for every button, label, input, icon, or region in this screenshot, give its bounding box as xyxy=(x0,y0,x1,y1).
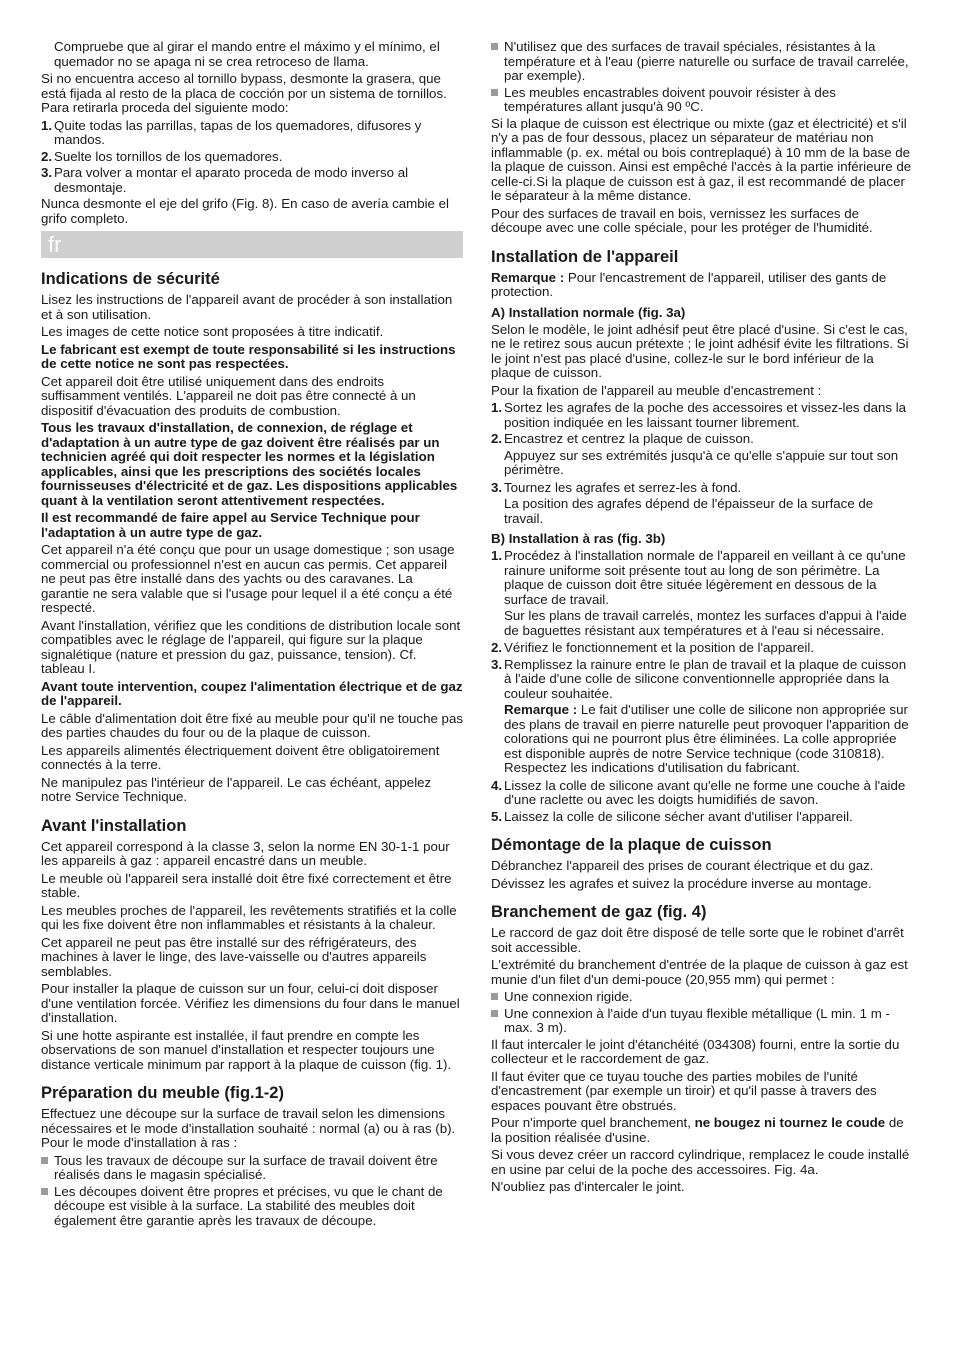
text-run: de la position réalisée d'usine. xyxy=(491,1115,904,1145)
safety-bold-paragraph: Le fabricant est exempt de toute responsabilité si les instructions de cette notice ne sont pas respectées. xyxy=(41,341,456,371)
normal-step-2 xyxy=(491,432,913,447)
appliance-install-heading: Installation de l'appareil xyxy=(491,247,679,266)
safety-bold-paragraph: Tous les travaux d'installation, de connexion, de réglage et d'adaptation à un autre type de gaz doivent être réalisés par un technicien agréé qui doit respecter les normes et la législation applicables, ainsi que les prescriptions des sociétés locales fournisseuses d'électricité et de gaz. Les dispositions applicables quant à la ventilation seront attentivement respectées. xyxy=(41,420,458,508)
step-text: Sortez les agrafes de la poche des accessoires et vissez-les dans la position indiquée en les laissant tourner librement. xyxy=(504,400,907,430)
es-step-3 xyxy=(41,166,463,195)
step-number: 1. xyxy=(41,117,53,133)
step-detail: Appuyez sur ses extrémités jusqu'à ce qu'elle s'appuie sur tout son périmètre. xyxy=(504,447,899,477)
flush-step-3 xyxy=(491,658,913,702)
gas-paragraph: Il faut éviter que ce tuyau touche des parties mobiles de l'unité d'encastrement (par exemple un tiroir) et qu'il passe à travers des espaces pouvant être obstrués. xyxy=(491,1068,877,1113)
step-text: Laissez la colle de silicone sécher avant d'utiliser l'appareil. xyxy=(504,808,853,824)
worktop-bullet xyxy=(491,86,913,115)
before-paragraph: Le meuble où l'appareil sera installé doit être fixé correctement et être stable. xyxy=(41,870,452,900)
prep-bullet xyxy=(41,1154,463,1183)
removal-paragraph: Débranchez l'appareil des prises de courant électrique et du gaz. xyxy=(491,858,874,873)
normal-step-3 xyxy=(491,481,913,496)
note-text: Le fait d'utiliser une colle de silicone non appropriée sur des plans de travail en pierre naturelle peut provoquer l'apparition de colorations qui ne pourront plus être éliminées. La colle appropriée est disponible auprès de notre Service technique (code 310818). Respectez les indications d'utilisation du fabricant. xyxy=(504,702,909,775)
step-text: Procédez à l'installation normale de l'appareil en veillant à ce qu'une rainure uniforme soit présente tout au long de son périmètre. La plaque de cuisson doit être située légèrement en dessous de la surface de travail. xyxy=(504,548,906,607)
before-paragraph: Si une hotte aspirante est installée, il faut prendre en compte les observations de son manuel d'installation et respecter toujours une distance verticale minimum par rapport à la plaque de cuisson (fig. 1). xyxy=(41,1027,452,1072)
safety-paragraph: Les images de cette notice sont proposées à titre indicatif. xyxy=(41,324,384,339)
bullet-text: Tous les travaux de découpe sur la surface de travail doivent être réalisés dans le magasin spécialisé. xyxy=(54,1152,438,1182)
step-number: 3. xyxy=(491,656,503,672)
step-number: 2. xyxy=(491,640,503,655)
gas-connection-heading: Branchement de gaz (fig. 4) xyxy=(491,903,707,921)
safety-paragraph: Les appareils alimentés électriquement doivent être obligatoirement connectés à la terre. xyxy=(41,742,440,772)
removal-paragraph: Dévissez les agrafes et suivez la procédure inverse au montage. xyxy=(491,875,872,891)
step-text: Lissez la colle de silicone avant qu'elle ne forme une couche à l'aide d'une raclette ou avec les doigts humidifiés de savon. xyxy=(504,777,906,807)
step-text: Suelte los tornillos de los quemadores. xyxy=(54,148,283,164)
step-number: 1. xyxy=(491,400,503,415)
gas-paragraph: L'extrémité du branchement d'entrée de la plaque de cuisson à gaz est munie d'un filet d'un demi-pouce (20,955 mm) qui permet : xyxy=(491,957,908,987)
square-bullet-icon xyxy=(41,1188,48,1195)
removal-heading: Démontage de la plaque de cuisson xyxy=(491,836,772,854)
right-column xyxy=(491,40,913,1198)
before-install-heading: Avant l'installation xyxy=(41,816,187,835)
square-bullet-icon xyxy=(491,43,498,50)
install-note xyxy=(491,271,913,300)
safety-bold-paragraph: Avant toute intervention, coupez l'alimentation électrique et de gaz de l'appareil. xyxy=(41,678,463,708)
flush-step-4 xyxy=(491,779,913,808)
safety-paragraph: Avant l'installation, vérifiez que les conditions de distribution locale sont compatibles avec le réglage de l'appareil, qui figure sur la plaque signalétique (nature et pression du gaz, puissance, tension). Cf. tableau I. xyxy=(41,617,461,676)
gas-paragraph: N'oubliez pas d'intercaler le joint. xyxy=(491,1179,685,1194)
bullet-text: Une connexion à l'aide d'un tuyau flexible métallique (L min. 1 m - max. 3 m). xyxy=(504,1005,890,1035)
gas-bullet xyxy=(491,990,913,1005)
flush-step-1 xyxy=(491,549,913,607)
bullet-text: Une connexion rigide. xyxy=(504,989,633,1004)
safety-bold-paragraph: Il est recommandé de faire appel au Service Technique pour l'adaptation à un autre type de gaz. xyxy=(41,510,420,540)
step-text: Quite todas las parrillas, tapas de los quemadores, difusores y mandos. xyxy=(54,117,422,147)
bullet-text: N'utilisez que des surfaces de travail spéciales, résistantes à la température et à l'eau (pierre naturelle ou surface de travail carrelée, par exemple). xyxy=(504,39,909,83)
prep-paragraph: Effectuez une découpe sur la surface de travail selon les dimensions nécessaires et le mode d'installation souhaité : normal (a) ou à ras (b). Pour le mode d'installation à ras : xyxy=(41,1106,456,1150)
step-number: 3. xyxy=(491,479,503,495)
square-bullet-icon xyxy=(491,1010,498,1017)
prep-bullet xyxy=(41,1185,463,1229)
gas-paragraph: Si vous devez créer un raccord cylindrique, remplacez le coude installé en usine par celui de la poche des accessoires. Fig. 4a. xyxy=(491,1147,910,1177)
before-paragraph: Les meubles proches de l'appareil, les revêtements stratifiés et la colle qui les fixe doivent être non inflammables et résistants à la chaleur. xyxy=(41,902,457,932)
es-step-2 xyxy=(41,150,463,165)
silicone-note xyxy=(491,703,913,776)
safety-paragraph: Cet appareil doit être utilisé uniquement dans des endroits suffisamment ventilés. L'appareil ne doit pas être connecté à un dispositif d'évacuation des produits de combustion. xyxy=(41,373,416,418)
before-paragraph: Cet appareil correspond à la classe 3, selon la norme EN 30-1-1 pour les appareils à gaz : appareil encastré dans un meuble. xyxy=(41,838,450,868)
es-bypass-paragraph: Si no encuentra acceso al tornillo bypass, desmonte la grasera, que está fijada al resto de la placa de cocción por un sistema de tornillos. Para retirarla proceda del siguiente modo: xyxy=(41,71,447,115)
step-detail: La position des agrafes dépend de l'épaisseur de la surface de travail. xyxy=(504,496,874,526)
safety-paragraph: Cet appareil n'a été conçu que pour un usage domestique ; son usage commercial ou professionnel n'est en aucun cas permis. Cet appareil ne peut pas être installé dans des yachts ou des caravanes. La garantie ne sera valable que si l'usage pour lequel il a été conçu a été respecté. xyxy=(41,542,455,615)
step-number: 2. xyxy=(491,431,503,446)
normal-install-heading: A) Installation normale (fig. 3a) xyxy=(491,304,686,320)
es-step-1 xyxy=(41,119,463,148)
flush-install-heading: B) Installation à ras (fig. 3b) xyxy=(491,531,666,546)
step-text: Para volver a montar el aparato proceda de modo inverso al desmontaje. xyxy=(54,165,409,195)
step-text: Tournez les agrafes et serrez-les à fond. xyxy=(504,479,742,495)
step-number: 3. xyxy=(41,165,53,180)
step-number: 5. xyxy=(491,808,503,824)
step-text: Vérifiez le fonctionnement et la position de l'appareil. xyxy=(504,640,815,655)
safety-heading: Indications de sécurité xyxy=(41,270,220,288)
seal-paragraph: Selon le modèle, le joint adhésif peut être placé d'usine. Si c'est le cas, ne le retirez sous aucun prétexte ; le joint adhésif évite les filtrations. Si le joint n'est pas placé d'usine, collez-le sur le bord inférieur de la plaque de cuisson. xyxy=(491,321,909,380)
language-section-bar: fr xyxy=(41,231,463,258)
wood-worktop-paragraph: Pour des surfaces de travail en bois, vernissez les surfaces de découpe avec une colle spéciale, pour les protéger de l'humidité. xyxy=(491,205,873,235)
bullet-text: Les découpes doivent être propres et précises, vu que le chant de découpe est visible à la surface. La stabilité des meubles doit également être garantie après les travaux de découpe. xyxy=(54,1183,443,1228)
before-paragraph: Pour installer la plaque de cuisson sur un four, celui-ci doit disposer d'une ventilation forcée. Vérifiez les dimensions du four dans le manuel d'installation. xyxy=(41,981,460,1025)
gas-elbow-paragraph xyxy=(491,1116,913,1145)
square-bullet-icon xyxy=(491,89,498,96)
left-column xyxy=(41,40,463,1230)
step-number: 4. xyxy=(491,777,503,793)
bold-warning: ne bougez ni tournez le coude xyxy=(694,1115,886,1130)
flush-step-2 xyxy=(491,641,913,656)
note-label: Remarque : xyxy=(504,702,578,717)
separator-paragraph: Si la plaque de cuisson est électrique ou mixte (gaz et électricité) et s'il n'y a pas de four dessous, placez un séparateur de matériau non inflammable (p. ex. métal ou bois contreplaqué) à 10 mm de la base de la plaque de cuisson. Ainsi est empêché l'accès à la partie inférieure de celle-ci.Si la plaque de cuisson est à gaz, il est recommandé de placer le séparateur à la même distance. xyxy=(491,115,912,203)
furniture-prep-heading: Préparation du meuble (fig.1-2) xyxy=(41,1084,284,1102)
es-tap-paragraph: Nunca desmonte el eje del grifo (Fig. 8). En caso de avería cambie el grifo completo. xyxy=(41,196,449,226)
safety-paragraph: Ne manipulez pas l'intérieur de l'appareil. Le cas échéant, appelez notre Service Technique. xyxy=(41,774,432,804)
step-number: 2. xyxy=(41,148,53,164)
step-text: Encastrez et centrez la plaque de cuisson. xyxy=(504,431,754,446)
safety-paragraph: Lisez les instructions de l'appareil avant de procéder à son installation et à son utilisation. xyxy=(41,292,453,322)
square-bullet-icon xyxy=(41,1157,48,1164)
gas-bullet xyxy=(491,1007,913,1036)
step-text: Remplissez la rainure entre le plan de travail et la plaque de cuisson à l'aide d'une colle de silicone conventionnelle appropriée dans la couleur souhaitée. xyxy=(504,656,907,701)
fixing-intro: Pour la fixation de l'appareil au meuble d'encastrement : xyxy=(491,382,822,398)
es-check-paragraph: Compruebe que al girar el mando entre el máximo y el mínimo, el quemador no se apaga ni se crea retroceso de llama. xyxy=(54,39,440,69)
note-text: Pour l'encastrement de l'appareil, utiliser des gants de protection. xyxy=(491,269,887,299)
worktop-bullet xyxy=(491,40,913,84)
gas-paragraph: Il faut intercaler le joint d'étanchéité (034308) fourni, entre la sortie du collecteur et le raccordement de gaz. xyxy=(491,1036,900,1066)
step-number: 1. xyxy=(491,548,503,563)
before-paragraph: Cet appareil ne peut pas être installé sur des réfrigérateurs, des machines à laver le linge, des lave-vaisselle ou d'autres appareils semblables. xyxy=(41,934,427,979)
bullet-text: Les meubles encastrables doivent pouvoir résister à des températures allant jusqu'à 90 ºC. xyxy=(504,84,836,114)
normal-step-1 xyxy=(491,401,913,430)
text-run: Pour n'importe quel branchement, xyxy=(491,1115,691,1130)
note-label: Remarque : xyxy=(491,269,565,285)
square-bullet-icon xyxy=(491,993,498,1000)
gas-paragraph: Le raccord de gaz doit être disposé de telle sorte que le robinet d'arrêt soit accessible. xyxy=(491,925,904,955)
step-detail: Sur les plans de travail carrelés, montez les surfaces d'appui à l'aide de baguettes résistant aux températures et à l'eau si nécessaire. xyxy=(504,608,907,638)
safety-paragraph: Le câble d'alimentation doit être fixé au meuble pour qu'il ne touche pas des parties chaudes du four ou de la plaque de cuisson. xyxy=(41,710,463,740)
flush-step-5 xyxy=(491,810,913,825)
